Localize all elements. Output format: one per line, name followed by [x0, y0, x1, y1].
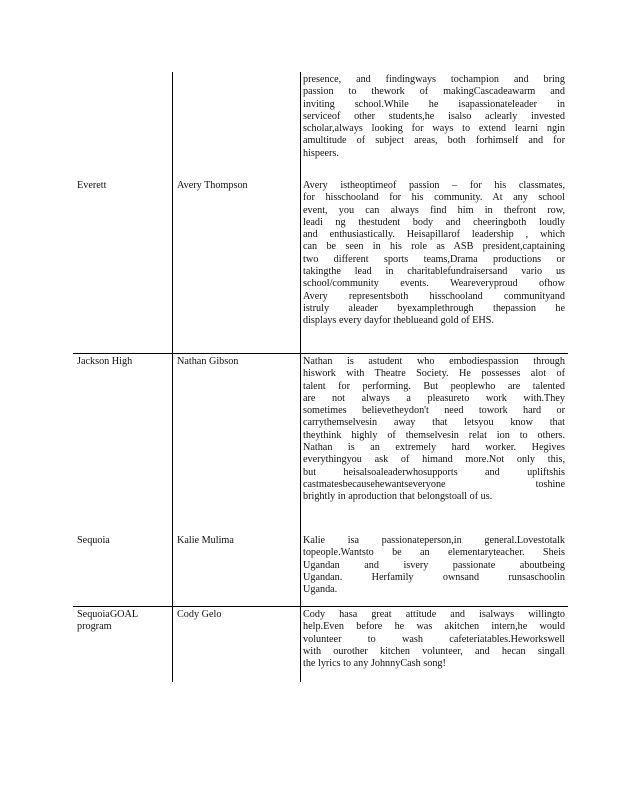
table-row-description [303, 609, 565, 670]
description-line: hispeers. [303, 147, 339, 159]
table-column-divider [300, 72, 301, 682]
description-line: for hisschooland for his community. At any school [303, 192, 565, 204]
description-line: Uganda. [303, 584, 338, 596]
description-line: theythink highly of themselvesin relat ion to others. [303, 429, 565, 441]
description-line: are not always a pleasureto work with.They [303, 392, 565, 404]
table-row-description [303, 74, 565, 160]
description-line: volunteer to wash cafeteriatables.Heworkswell [303, 633, 565, 645]
table-row-description [303, 535, 565, 596]
description-line: Ugandan and isvery passionate aboutbeing [303, 559, 565, 571]
description-line: leadi ng thestudent body and cheeringboth loudly [303, 216, 565, 228]
description-line: everythingyou ask of himand more.Not only this, [303, 454, 565, 466]
table-row-description [303, 356, 565, 504]
description-line: Cody hasa great attitude and isalways willingto [303, 609, 565, 620]
description-line: amultitude of subject areas, both forhimself and for [303, 135, 565, 147]
description-line: can be seen in his role as ASB president,captaining [303, 241, 565, 253]
description-line: with ourother kitchen volunteer, and hecan singall [303, 645, 565, 657]
school-name: SequoiaGOAL program [77, 609, 138, 633]
description-line: Avery istheoptimeof passion – for his classmates, [303, 180, 565, 191]
description-line: takingthe lead in charitablefundraisersand vario us [303, 266, 565, 278]
description-line: brightly in aproduction that belongstoall of us. [303, 491, 493, 503]
description-line: Ugandan. Herfamily ownsand runsaschoolin [303, 571, 565, 583]
description-line: event, you can always find him in thefront row, [303, 204, 565, 216]
description-line: displays every dayfor theblueand gold of EHS. [303, 315, 494, 327]
table-row-divider [73, 353, 568, 354]
student-name: Kalie Mulima [177, 535, 234, 546]
school-name: Everett [77, 180, 107, 191]
table-row-description [303, 180, 565, 328]
description-line: passion to thework of makingCascadeawarm and [303, 86, 565, 98]
table-column-divider [172, 72, 173, 682]
description-line: talent for performing. But peoplewho are talented [303, 380, 565, 392]
description-line: but heisalsoaleaderwhosupports and upliftshis [303, 466, 565, 478]
description-line: hiswork with Theatre Society. He possesses alot of [303, 368, 565, 380]
description-line: istruly aleader byexamplethrough thepassion he [303, 302, 565, 314]
description-line: help.Even before he was akitchen intern,he would [303, 621, 565, 633]
description-line: inviting school.While he isapassionateleader in [303, 98, 565, 110]
description-line: and enthusiastically. Heisapillarof leadership , which [303, 229, 565, 241]
description-line: Kalie isa passionateperson,in general.Lovestotalk [303, 535, 565, 546]
student-name: Nathan Gibson [177, 356, 239, 367]
description-line: the lyrics to any JohnnyCash song! [303, 658, 446, 670]
description-line: Avery representsboth hisschooland communityand [303, 290, 565, 302]
student-name: Cody Gelo [177, 609, 222, 620]
description-line: castmatesbecausehewantseveryone toshine [303, 478, 565, 490]
description-line: carrythemselvesin away that letsyou know that [303, 417, 565, 429]
description-line: serviceof other students,he isalso aclearly invested [303, 110, 565, 122]
description-line: scholar,always looking for ways to extend learni ngin [303, 123, 565, 135]
description-line: two different sports teams,Drama productions or [303, 253, 565, 265]
description-line: topeople.Wantsto be an elementaryteacher. Sheis [303, 547, 565, 559]
school-name: Jackson High [77, 356, 133, 367]
description-line: sometimes believetheydon't need towork hard or [303, 405, 565, 417]
description-line: presence, and findingways tochampion and bring [303, 74, 565, 85]
description-line: school/community events. Weareveryproud ofhow [303, 278, 565, 290]
description-line: Nathan is astudent who embodiespassion through [303, 356, 565, 367]
description-line: Nathan is an extremely hard worker. Hegives [303, 442, 565, 454]
student-name: Avery Thompson [177, 180, 248, 191]
table-row-divider [73, 606, 568, 607]
school-name: Sequoia [77, 535, 110, 546]
